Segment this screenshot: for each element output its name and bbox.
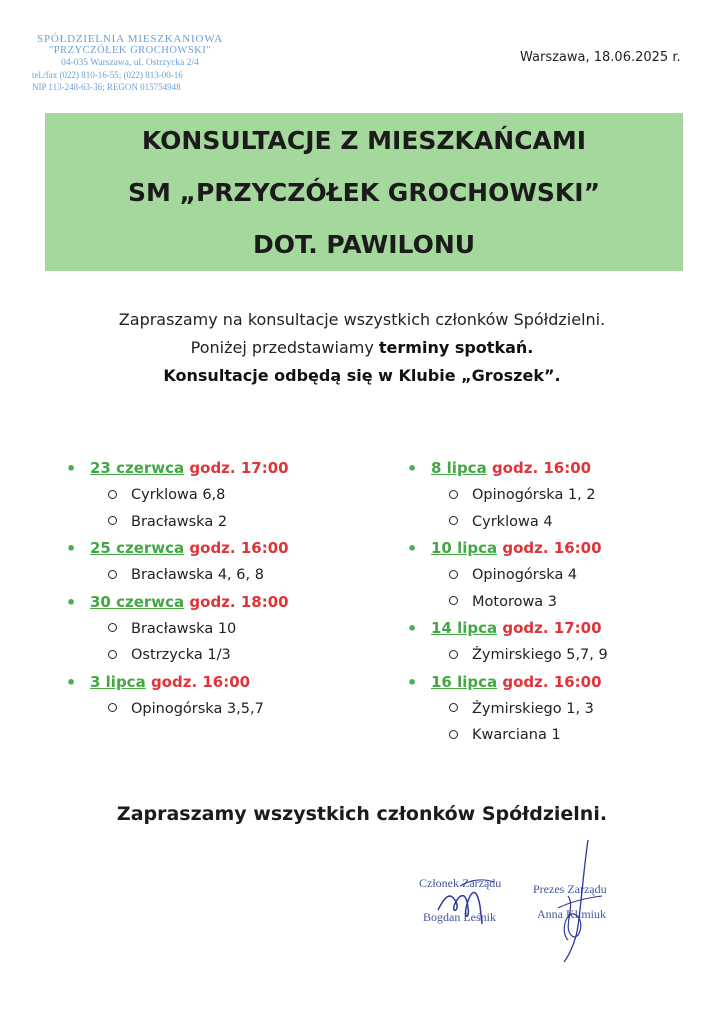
address-item bbox=[407, 589, 707, 616]
meeting-time-line bbox=[90, 535, 289, 562]
address-item bbox=[407, 696, 707, 723]
member-title: Członek Zarządu bbox=[419, 876, 502, 890]
circle-bullet-icon bbox=[449, 650, 458, 659]
address-text: Opinogórska 1, 2 bbox=[472, 487, 596, 503]
meeting-hour: godz. 16:00 bbox=[189, 539, 289, 557]
meeting-date: 30 czerwca bbox=[90, 592, 185, 611]
circle-bullet-icon bbox=[108, 516, 117, 525]
meeting-date: 8 lipca bbox=[431, 459, 487, 477]
meeting-date: 14 lipca bbox=[431, 619, 498, 637]
meeting-hour: godz. 16:00 bbox=[491, 459, 592, 477]
circle-bullet-icon bbox=[108, 650, 117, 659]
address-text: Cyrklowa 6,8 bbox=[131, 487, 226, 503]
bullet-icon: • bbox=[407, 459, 418, 478]
stamp-line-5: NIP 113-248-63-36; REGON 015754948 bbox=[32, 82, 181, 92]
meeting-hour: godz. 17:00 bbox=[189, 459, 289, 477]
meeting-day bbox=[66, 535, 366, 562]
bullet-icon: • bbox=[407, 619, 418, 638]
circle-bullet-icon bbox=[449, 703, 458, 712]
address-item bbox=[66, 482, 366, 509]
address-text: Opinogórska 3,5,7 bbox=[131, 700, 264, 717]
title-banner bbox=[45, 113, 683, 271]
intro-text bbox=[0, 306, 724, 390]
title-line-1: KONSULTACJE Z MIESZKAŃCAMI bbox=[141, 126, 587, 155]
bullet-icon: • bbox=[407, 539, 418, 558]
address-text: Opinogórska 4 bbox=[472, 567, 578, 583]
address-text: Żymirskiego 5,7, 9 bbox=[472, 647, 608, 663]
address-text: Żymirskiego 1, 3 bbox=[472, 700, 594, 717]
address-item bbox=[66, 509, 366, 536]
meeting-time-line bbox=[431, 615, 602, 642]
meeting-day bbox=[407, 455, 707, 482]
circle-bullet-icon bbox=[449, 730, 458, 739]
intro-line-1: Zapraszamy na konsultacje wszystkich członków Spółdzielni. bbox=[118, 310, 606, 329]
meeting-time-line bbox=[431, 455, 591, 482]
bullet-icon: • bbox=[66, 672, 77, 692]
president-signature bbox=[548, 836, 608, 966]
meeting-hour: godz. 18:00 bbox=[189, 592, 289, 611]
meeting-time-line bbox=[90, 589, 289, 616]
address-item bbox=[407, 562, 707, 589]
intro-line-2-bold: terminy spotkań. bbox=[378, 338, 534, 357]
meeting-day bbox=[407, 669, 707, 696]
member-name: Bogdan Leśnik bbox=[423, 910, 496, 924]
stamp-line-1: SPÓŁDZIELNIA MIESZKANIOWA bbox=[37, 33, 223, 45]
meeting-hour: godz. 16:00 bbox=[150, 672, 251, 691]
address-text: Motorowa 3 bbox=[472, 593, 558, 610]
circle-bullet-icon bbox=[449, 516, 458, 525]
address-text: Bracławska 4, 6, 8 bbox=[131, 567, 264, 583]
meeting-time-line bbox=[431, 669, 602, 696]
meeting-day bbox=[66, 455, 366, 482]
meeting-time-line bbox=[90, 669, 250, 696]
meeting-date: 25 czerwca bbox=[90, 539, 185, 557]
circle-bullet-icon bbox=[449, 490, 458, 499]
intro-line-2 bbox=[0, 334, 724, 362]
circle-bullet-icon bbox=[108, 703, 117, 712]
circle-bullet-icon bbox=[449, 570, 458, 579]
address-text: Bracławska 10 bbox=[131, 620, 237, 637]
meeting-time-line bbox=[90, 455, 289, 482]
circle-bullet-icon bbox=[108, 623, 117, 632]
address-item bbox=[66, 642, 366, 669]
bullet-icon: • bbox=[66, 459, 77, 478]
circle-bullet-icon bbox=[449, 596, 458, 605]
bullet-icon: • bbox=[407, 672, 418, 692]
address-item bbox=[66, 616, 366, 643]
meeting-hour: godz. 17:00 bbox=[502, 619, 602, 637]
meeting-day bbox=[66, 589, 366, 616]
address-item bbox=[407, 722, 707, 749]
meeting-date: 23 czerwca bbox=[90, 459, 185, 477]
address-text: Kwarciana 1 bbox=[472, 727, 561, 743]
organization-stamp bbox=[32, 33, 228, 93]
address-text: Bracławska 2 bbox=[131, 513, 228, 530]
circle-bullet-icon bbox=[108, 490, 117, 499]
document-date: Warszawa, 18.06.2025 r. bbox=[520, 50, 681, 65]
address-item bbox=[66, 696, 366, 723]
stamp-line-2: "PRZYCZÓŁEK GROCHOWSKI" bbox=[48, 45, 212, 56]
meeting-day bbox=[407, 535, 707, 562]
intro-line-2-text: Poniżej przedstawiamy bbox=[190, 338, 379, 357]
bullet-icon: • bbox=[66, 592, 77, 612]
bullet-icon: • bbox=[66, 539, 77, 558]
address-item bbox=[407, 509, 707, 536]
meeting-date: 10 lipca bbox=[431, 539, 498, 557]
stamp-line-3: 04-035 Warszawa, ul. Ostrzycka 2/4 bbox=[61, 58, 199, 68]
circle-bullet-icon bbox=[108, 570, 117, 579]
meeting-day bbox=[407, 615, 707, 642]
meeting-day bbox=[66, 669, 366, 696]
schedule-right-column bbox=[407, 455, 707, 749]
address-item bbox=[66, 562, 366, 589]
address-text: Cyrklowa 4 bbox=[472, 513, 553, 530]
president-name: Anna Klimiuk bbox=[537, 907, 606, 921]
meeting-date: 16 lipca bbox=[431, 672, 498, 691]
closing-text: Zapraszamy wszystkich członków Spółdzielni. bbox=[116, 803, 608, 825]
schedule-left-column bbox=[66, 455, 366, 722]
meeting-hour: godz. 16:00 bbox=[502, 539, 602, 557]
meeting-time-line bbox=[431, 535, 602, 562]
address-text: Ostrzycka 1/3 bbox=[131, 647, 231, 663]
address-item bbox=[407, 482, 707, 509]
intro-line-3-bold: Konsultacje odbędą się w Klubie „Groszek”. bbox=[163, 366, 561, 385]
president-title: Prezes Zarządu bbox=[533, 882, 607, 896]
title-line-2: SM „PRZYCZÓŁEK GROCHOWSKI” bbox=[127, 178, 601, 207]
meeting-date: 3 lipca bbox=[90, 672, 146, 691]
title-line-3: DOT. PAWILONU bbox=[252, 230, 476, 259]
meeting-hour: godz. 16:00 bbox=[502, 672, 602, 691]
member-signature bbox=[430, 868, 500, 938]
intro-line-3 bbox=[0, 362, 724, 390]
stamp-line-4: tel./fax (022) 810-16-55; (022) 813-00-16 bbox=[32, 70, 183, 80]
address-item bbox=[407, 642, 707, 669]
